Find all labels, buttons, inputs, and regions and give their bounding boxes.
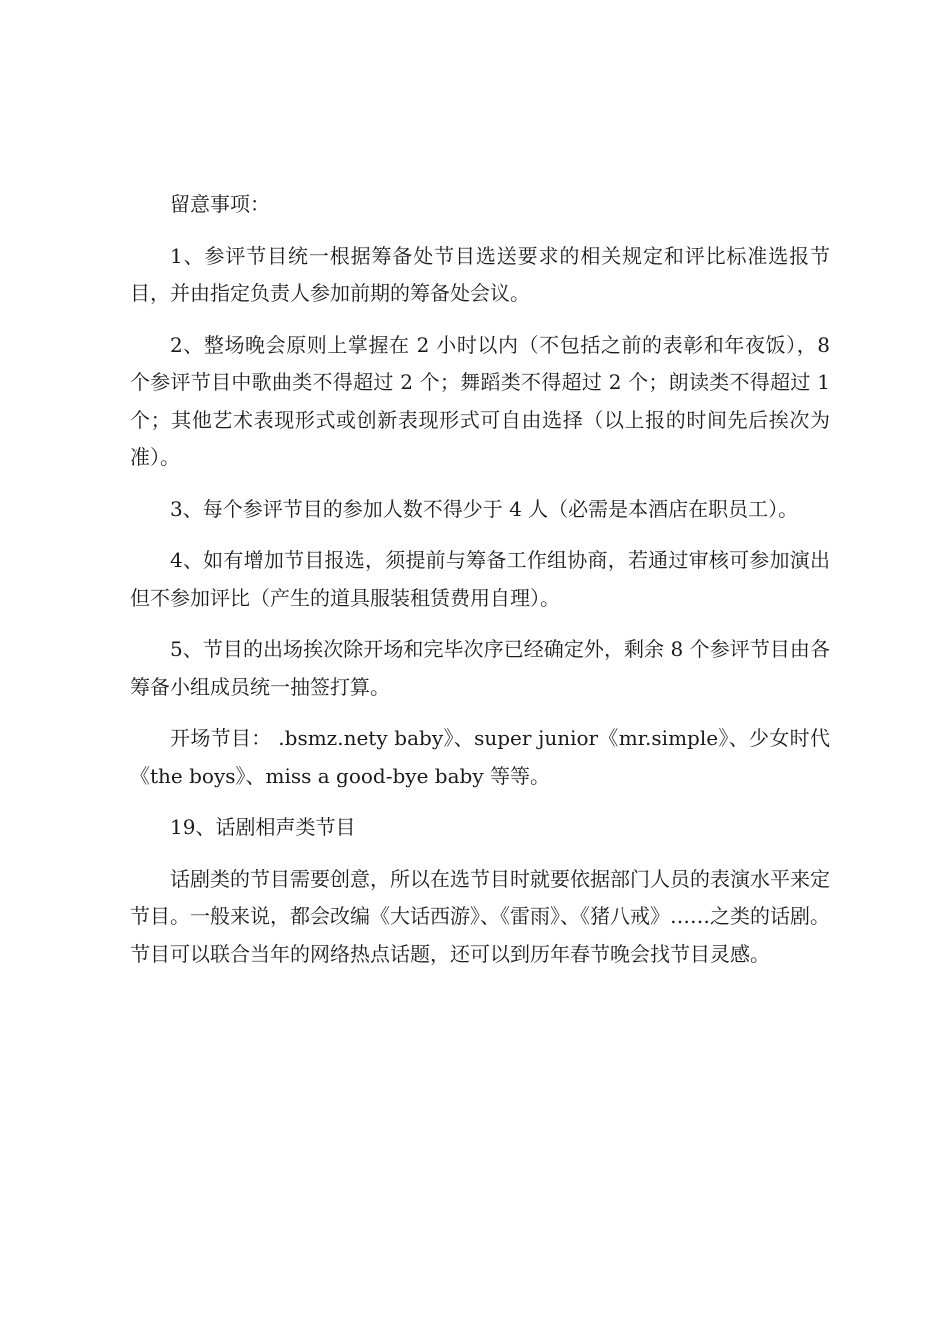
paragraph-item-5: 5、节目的出场挨次除开场和完毕次序已经确定外，剩余 8 个参评节目由各筹备小组成员统一抽签打算。 bbox=[130, 637, 830, 699]
paragraph-item-1: 1、参评节目统一根据筹备处节目选送要求的相关规定和评比标准选报节目，并由指定负责人参加前期的筹备处会议。 bbox=[130, 243, 830, 305]
opening-programs-paragraph: 开场节目： .bsmz.nety baby》、super junior《mr.simple》、少女时代《the boys》、miss a good-bye baby 等等。 bbox=[130, 726, 830, 788]
paragraph-item-2: 2、整场晚会原则上掌握在 2 小时以内（不包括之前的表彰和年夜饭），8 个参评节目中歌曲类不得超过 2 个；舞蹈类不得超过 2 个；朗读类不得超过 1 个；其他艺术表现形式或创新表现形式可自由选择（以上报的时间先后挨次为准）。 bbox=[130, 332, 830, 469]
drama-paragraph: 话剧类的节目需要创意，所以在选节目时就要依据部门人员的表演水平来定节目。一般来说，都会改编《大话西游》、《雷雨》、《猪八戒》……之类的话剧。节目可以联合当年的网络热点话题，还可以到历年春节晚会找节目灵感。 bbox=[130, 866, 830, 966]
section-heading: 留意事项： bbox=[170, 192, 270, 216]
document-body bbox=[130, 186, 830, 987]
paragraph-item-3: 3、每个参评节目的参加人数不得少于 4 人（必需是本酒店在职员工）。 bbox=[170, 496, 799, 521]
subsection-heading: 19、话剧相声类节目 bbox=[170, 815, 356, 839]
paragraph-item-4: 4、如有增加节目报选，须提前与筹备工作组协商，若通过审核可参加演出但不参加评比（产生的道具服装租赁费用自理）。 bbox=[130, 548, 830, 610]
